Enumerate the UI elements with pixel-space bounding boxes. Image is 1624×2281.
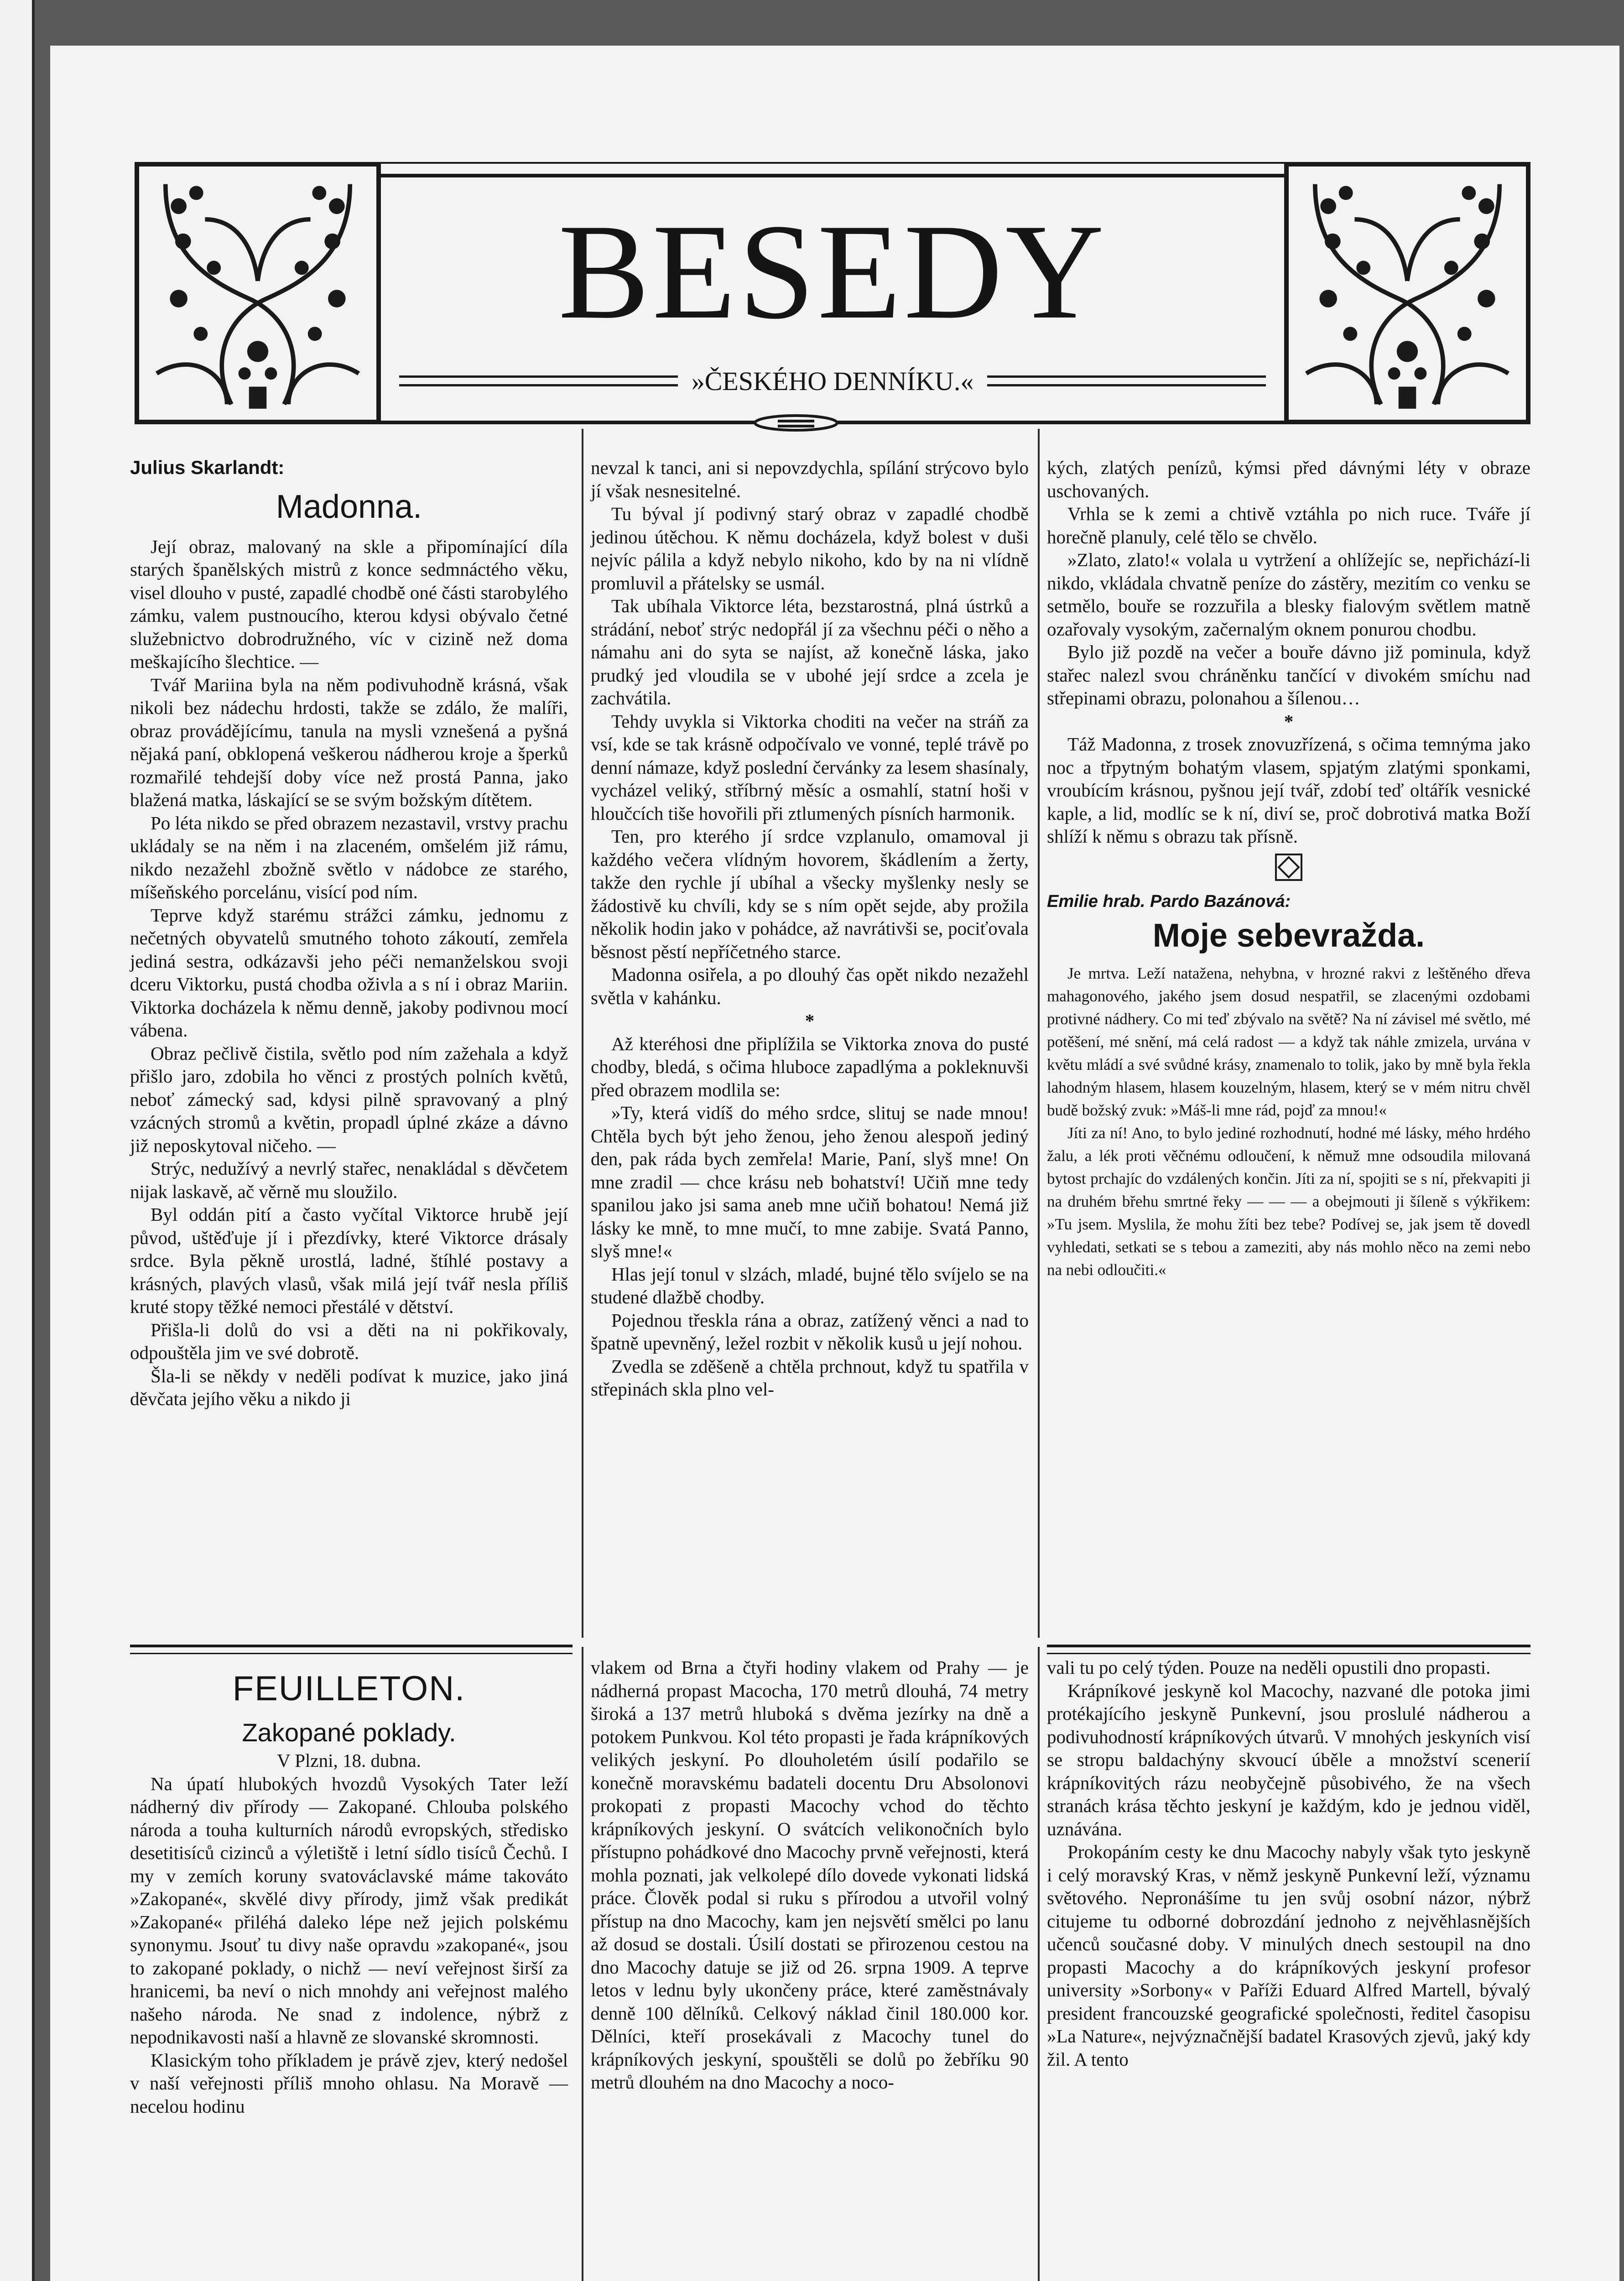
paragraph: Až kteréhosi dne připlížila se Viktorka znova do pusté chodby, bledá, s očima hluboce zapadlýma a pokleknuvši před obrazem modlila se:: [591, 1033, 1029, 1100]
paragraph: Teprve když starému strážci zámku, jednomu z nečetných obyvatelů smutného tohoto zákoutí, zemřela jediná sestra, odkázavši jeho péči nemanželskou svoji dceru Viktorku, pustá chodba oživla a s ní i obraz Mariin. Viktorka docházela k němu denně, jakoby podivnou mocí vábena.: [130, 904, 568, 1041]
section-separator-star: *: [1284, 710, 1294, 732]
paragraph: vali tu po celý týden. Pouze na neděli opustili dno propasti.: [1047, 1657, 1491, 1678]
paragraph: Byl oddán pití a často vyčítal Viktorce hrubě její původ, uštěďuje jí i přezdívky, které Viktorce drásaly srdce. Byla pěkně urostlá, ladné, štíhlé postavy a krásných, plavých vlasů, však milá její tvář nesla příliš kruté stopy těžké nemoci přestálé v dětství.: [130, 1204, 568, 1317]
masthead-subtitle-row: [399, 365, 1266, 397]
section-separator-star: *: [805, 1010, 815, 1031]
paragraph: Přišla-li dolů do vsi a děti na ni pokřikovaly, odpouštěla jim ve své dobrotě.: [130, 1319, 568, 1363]
paragraph: Klasickým toho příkladem je právě zjev, který nedošel v naší veřejnosti příliš mnoho ohlasu. Na Moravě — necelou hodinu: [130, 2049, 568, 2117]
paragraph: kých, zlatých penízů, kýmsi před dávnými léty v obraze uschovaných.: [1047, 457, 1530, 501]
subtitle-rule-right: [987, 375, 1266, 386]
paragraph: Tak ubíhala Viktorce léta, bezstarostná, plná ústrků a strádání, neboť strýc nedopřál jí za všechnu péči o něho a námahu ani do syta se najíst, až konečně láska, jako prudký jed vloudila se v ubohé její srdce a zcela je zachvátila.: [591, 595, 1029, 708]
newspaper-page: [50, 46, 1619, 2281]
article-title: Madonna.: [276, 488, 422, 525]
column-1-madonna: [130, 456, 568, 1411]
previous-page-edge: [0, 0, 35, 2281]
paragraph: Zvedla se zděšeně a chtěla prchnout, když tu spatřila v střepinách skla plno vel-: [591, 1355, 1029, 1400]
column-rule-2: [1038, 429, 1040, 1638]
masthead-knot-ornament: [750, 413, 842, 433]
paragraph: Madonna osiřela, a po dlouhý čas opět nikdo nezažehl světla v kahánku.: [591, 964, 1029, 1008]
paragraph: Tehdy uvykla si Viktorka choditi na večer na stráň za vsí, kde se tak krásně odpočívalo ve vonné, teplé trávě po denní námaze, když poslední červánky za lesem shasínaly, vycházel veliký, stříbrný měsíc a osmahlí, statní hoši v hloučcích tiše hovořili při ztlumených písních harmonik.: [591, 710, 1029, 824]
paragraph: Vrhla se k zemi a chtivě vztáhla po nich ruce. Tváře jí horečně planuly, celé tělo se chvělo.: [1047, 503, 1530, 547]
paragraph: Její obraz, malovaný na skle a připomínající díla starých španělských mistrů z konce sedmnáctého věku, visel dlouho v pusté, zapadlé chodbě oné části starobylého zámku, valem pustnoucího, kterou kdysi obývalo četné služebnictvo dobrodružného, víc v cizině než doma meškajícího šlechtice. —: [130, 536, 568, 672]
floral-ornament-left: [135, 162, 381, 424]
feuilleton-column-1: [130, 1656, 568, 2118]
paragraph: Hlas její tonul v slzách, mladé, bujné tělo svíjelo se na studené dlažbě chodby.: [591, 1263, 1029, 1307]
column-rule-1: [582, 429, 583, 1638]
paragraph: Tvář Mariina byla na něm podivuhodně krásná, však nikoli bez nádechu hrdosti, takže se zdálo, že malíři, obraz provádějícímu, tanula na mysli vznešená a pyšná nějaká paní, obklopená veškerou nádherou kroje a šperků rozmařilé tehdejší doby více než prostá Panna, jako blažená matka, láskající se se svým božským dítětem.: [130, 674, 568, 810]
column-rule-4: [1038, 1647, 1040, 2281]
paragraph: »Zlato, zlato!« volala u vytržení a ohlížejíc se, nepřichází-li nikdo, vkládala chvatně peníze do zástěry, mezitím co venku se setmělo, bouře se rozzuřila a blesky fialovým světlem matně ozařovaly vysokým, začernalým oknem ponurou chodbu.: [1047, 549, 1530, 640]
diamond-ornament-icon: [1275, 854, 1302, 881]
column-3-madonna-and-moje: [1047, 456, 1530, 1281]
article-title: Moje sebevražda.: [1152, 917, 1425, 954]
masthead-title: BESEDY: [558, 196, 1107, 347]
feuilleton-column-3: [1047, 1656, 1530, 2071]
paragraph: vlakem od Brna a čtyři hodiny vlakem od Prahy — je nádherná propast Macocha, 170 metrů dlouhá, 74 metry široká a 137 metrů hluboká s dvěma jezírky na dně a potokem Punkvou. Kol této propasti je řada krápníkových velikých jeskyní. Po dlouholetém úsilí podařilo se konečně moravskému badateli docentu Dru Absolonovi prokopati z propasti Macochy vchod do těchto krápníkových jeskyní. O svátcích velikonočních bylo přístupno pohádkové dno Macochy prvně veřejnosti, která mohla poznati, jak velkolepé dílo dovede vykonati lidská práce. Člověk podal si ruku s přírodou a utvořil volný přístup na dno Macochy, kam jen nejsvětí smělci po lanu až dosud se dostali. Úsilí dostati se přirozenou cestou na dno Macochy datuje se již od 26. srpna 1909. A teprve letos v lednu byly ukončeny práce, které zaměstnávaly denně 100 dělníků. Celkový náklad činil 180.000 kor. Dělníci, kteří prosekávali z Macochy tunel do krápníkových jeskyní, spouštěli se dolů po žebříku 90 metrů dlouhém na dno Macochy a noco-: [591, 1657, 1029, 2093]
paragraph: Šla-li se někdy v neděli podívat k muzice, jako jiná děvčata jejího věku a nikdo ji: [130, 1365, 568, 1409]
feuilleton-rule-1: [130, 1645, 573, 1654]
paragraph: Ten, pro kterého jí srdce vzplanulo, omamoval ji každého večera vlídným hovorem, škádlením a žerty, takže den rychle jí ubíhal a všecky myšlenky nesly se žádostivě ku chvíli, kdy se s ním opět sejde, aby prožila několik hodin jako v pohádce, až navrátivši se, pociťovala běsnost pěstí nepříčetného starce.: [591, 826, 1029, 962]
masthead: [135, 162, 1530, 424]
paragraph: Táž Madonna, z trosek znovuzřízená, s očima temnýma jako noc a třpytným bohatým vlasem, spjatým zlatými sponkami, vroubícím krásnou, pyšnou její tvář, zdobí teď oltářík vesnické kaple, a lid, modlíc se k ní, diví se, proč dobrotivá matka Boží shlíží k němu s obrazu tak přísně.: [1047, 734, 1530, 847]
article-author: Emilie hrab. Pardo Bazánová:: [1047, 891, 1291, 911]
paragraph: nevzal k tanci, ani si nepovzdychla, spílání strýcovo bylo jí však nesnesitelné.: [591, 457, 1029, 501]
paragraph: Pojednou třeskla rána a obraz, zatížený věnci a nad to špatně upevněný, ležel rozbit v několik kusů u její nohou.: [591, 1309, 1029, 1354]
masthead-top-rule: [381, 162, 1284, 177]
paragraph: Tu býval jí podivný starý obraz v zapadlé chodbě jedinou útěchou. K němu docházela, když bolest v duši nejvíc pálila a když nebylo nikoho, kdo by na ni vlídně promluvil a přátelsky se usmál.: [591, 503, 1029, 594]
paragraph: Obraz pečlivě čistila, světlo pod ním zažehala a když přišlo jaro, zdobila ho věnci z prostých polních květů, neboť zámecký sad, kdysi pilně spravovaný a plný vzácných stromů a květin, propadl úplné zkáze a dávno již neposkytoval ničeho. —: [130, 1042, 568, 1156]
column-2-madonna: [591, 456, 1029, 1401]
paragraph: Bylo již pozdě na večer a bouře dávno již pominula, když stařec nalezl svou chráněnku tančící v divokém smíchu nad střepinami obrazu, polonahou a šílenou…: [1047, 641, 1530, 708]
feuilleton-title: Zakopané poklady.: [242, 1718, 456, 1747]
paragraph: »Ty, která vidíš do mého srdce, slituj se nade mnou! Chtěla bych být jeho ženou, jeho ženou alespoň jediný den, pak ráda bych zemřela! Marie, Paní, slyš mne! On mne zradil — chce krásu neb bohatství! Učiň mne tedy spanilou jako jsi sama aneb mne učiň bohatou! Nemá již lásky ke mně, to mne mučí, to mne zabije. Svatá Panno, slyš mne!«: [591, 1102, 1029, 1261]
feuilleton-rule-3: [1047, 1645, 1530, 1654]
paragraph: Je mrtva. Leží natažena, nehybna, v hrozné rakvi z leštěného dřeva mahagonového, jakého jsem dosud nespatřil, se zlacenými ozdobami protivné nádhery. Co mi teď zbývalo na světě? Na ní závisel mé světlo, mé potěšení, mé snění, má celá radost — a když tak náhle zmizela, urvána v květu mládí a své svůdné krásy, znamenalo to tolik, jako by mně byla řekla lahodným hlasem, hlasem kouzelným, hlasem, který se v mém nitru chvěl budě božský zvuk: »Máš-li mne rád, pojď za mnou!«: [1047, 964, 1530, 1119]
paragraph: Po léta nikdo se před obrazem nezastavil, vrstvy prachu ukládaly se na něm i na zlaceném, omšelém již rámu, nikdo nezažehl zbožně světlo v nádobce ze starého, míšeňského porcelánu, visící pod ním.: [130, 812, 568, 902]
paragraph: Krápníkové jeskyně kol Macochy, nazvané dle potoka jimi protékajícího jeskyně Punkevní, jsou proslulé nádherou a podivuhodností krápníkových útvarů. V mnohých jeskyních visí se stropu baldachýny skvoucí úběle a množství scenerií krápníkovitých rázu neobyčejně působivého, že na všech stranách krása těchto jeskyní je každým, kdo je jednou viděl, uznávána.: [1047, 1680, 1530, 1839]
column-rule-3: [582, 1647, 583, 2281]
feuilleton-column-2: [591, 1656, 1029, 2094]
paragraph: Prokopáním cesty ke dnu Macochy nabyly však tyto jeskyně i celý moravský Kras, v němž jeskyně Punkevní leží, významu světového. Nepronášíme tu jen svůj osobní názor, nýbrž citujeme tu odborné dobrozdání jednoho z nejvěhlasnějších učenců současné doby. V minulých dnech sestoupil na dno propasti Macochy a do krápníkových jeskyní profesor university »Sorbony« v Paříži Eduard Alfred Martell, bývalý president francouzské geografické společnosti, ředitel časopisu »La Nature«, nejvýznačnější badatel Krasových zjevů, jaký kdy žil. A tento: [1047, 1841, 1530, 2070]
paragraph: Strýc, nedužívý a nevrlý stařec, nenakládal s děvčetem nijak laskavě, ač věrně mu sloužilo.: [130, 1158, 568, 1202]
paragraph: Na úpatí hlubokých hvozdů Vysokých Tater leží nádherný div přírody — Zakopané. Chlouba polského národa a touha kulturních národů evropských, středisko desetitisíců cizinců a výletiště i letní sídlo tisíců Čechů. I my v zemích koruny svatováclavské máme takováto »Zakopané«, skvělé divy přírody, jimž však predikát »Zakopané« přiléhá daleko lépe než jejich polskému synonymu. Jsouť tu divy naše opravdu »zakopané«, jsou to zakopané poklady, o nichž — neví veřejnost širší za hranicemi, ba neví o nich mnohdy ani veřejnost malého našeho národa. Ne snad z indolence, nýbrž z nepodnikavosti naší a hlavně ze slovanské skromnosti.: [130, 1773, 568, 2047]
masthead-subtitle: »ČESKÉHO DENNÍKU.«: [691, 366, 974, 396]
article-author: Julius Skarlandt:: [130, 457, 285, 478]
dateline: V Plzni, 18. dubna.: [277, 1750, 421, 1771]
feuilleton-heading: FEUILLETON.: [232, 1669, 466, 1708]
floral-ornament-right: [1284, 162, 1530, 424]
masthead-center: [381, 162, 1284, 424]
subtitle-rule-left: [399, 375, 678, 386]
paragraph: Jíti za ní! Ano, to bylo jediné rozhodnutí, hodné mé lásky, mého hrdého žalu, a lék proti věčnému odloučení, k němuž mne odsoudila milovaná bytost prchajíc do vzdálených končin. Jíti za ní, spojiti se s ní, překvapiti ji na druhém břehu smrtné řeky — — — a obejmouti ji šíleně s výkřikem: »Tu jsem. Myslila, že mohu žíti bez tebe? Podívej se, jak jsem tě dovedl vyhledati, setkati se s tebou a zameziti, aby nás mohlo něco na zemi nebo na nebi odloučiti.«: [1047, 1124, 1530, 1279]
